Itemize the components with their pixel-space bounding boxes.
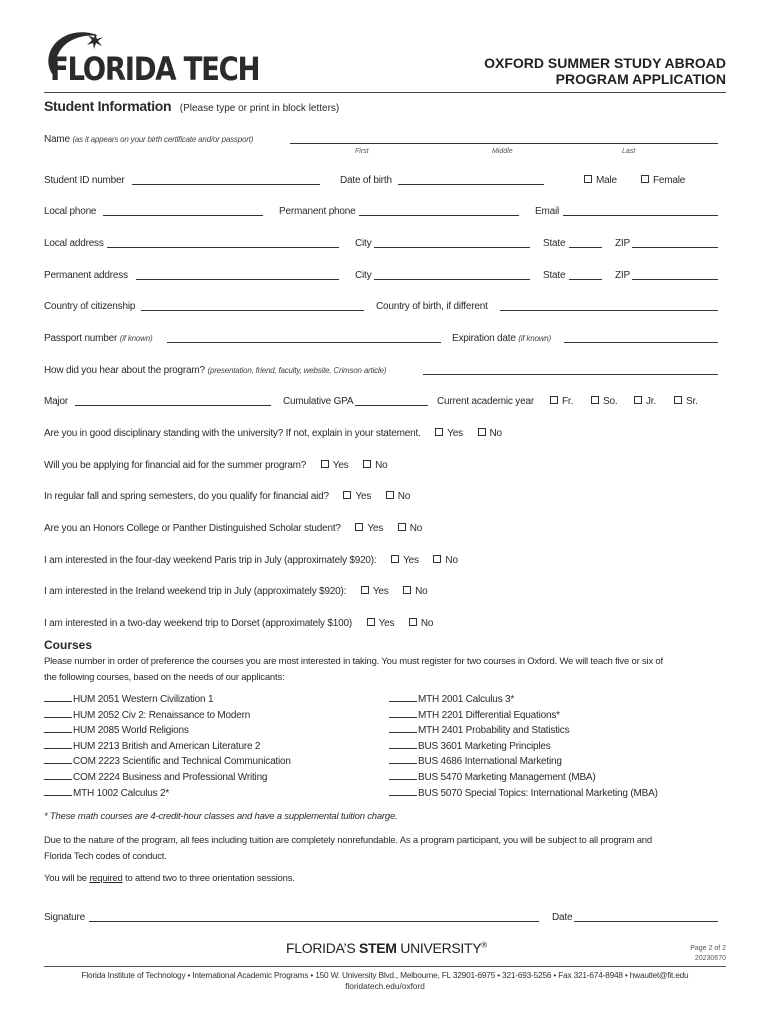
course-rank-input[interactable] — [44, 786, 72, 796]
course-item — [44, 739, 291, 755]
email-input[interactable] — [563, 206, 718, 216]
yes-checkbox[interactable] — [391, 555, 399, 563]
course-rank-input[interactable] — [44, 708, 72, 718]
footer-url: floridatech.edu/oxford — [345, 981, 425, 991]
courses-intro-line2: the following courses, based on the needs of our applicants: — [44, 672, 285, 683]
question-no-option[interactable] — [433, 555, 457, 566]
male-label: Male — [596, 175, 617, 186]
footer-address: Florida Institute of Technology • International Academic Programs • 150 W. University Blvd., Melbourne, FL 32901-6975 • 321-693-5256 • Fax 321-674-8948 • hwautlet@fit.edu — [81, 970, 689, 980]
course-name: COM 2224 Business and Professional Writing — [73, 771, 268, 783]
male-checkbox[interactable] — [584, 175, 592, 183]
perm-state-input[interactable] — [569, 270, 602, 280]
yes-checkbox[interactable] — [435, 428, 443, 436]
tagline-mark: ® — [481, 940, 487, 950]
tagline-stem: STEM — [358, 940, 397, 956]
local-address-input[interactable] — [107, 238, 339, 248]
name-middle-caption: Middle — [492, 148, 513, 155]
course-item — [389, 723, 658, 739]
question-no-option[interactable] — [363, 460, 387, 471]
question-text: I am interested in the four-day weekend Paris trip in July (approximately $920): — [44, 555, 377, 566]
expiration-label: Expiration date — [452, 333, 516, 344]
course-item — [389, 786, 658, 802]
course-name: MTH 2201 Differential Equations* — [418, 709, 560, 721]
no-checkbox[interactable] — [478, 428, 486, 436]
course-item — [44, 723, 291, 739]
courses-heading: Courses — [44, 638, 93, 652]
student-info-heading — [44, 98, 339, 116]
local-state-input[interactable] — [569, 238, 602, 248]
question-text: Are you an Honors College or Panther Distinguished Scholar student? — [44, 523, 341, 534]
courses-right-column — [389, 692, 658, 801]
perm-phone-label: Permanent phone — [279, 206, 356, 217]
logo-wordmark: FLORIDA TECH — [50, 50, 260, 88]
course-name: MTH 2001 Calculus 3* — [418, 694, 515, 705]
no-label: No — [489, 428, 502, 439]
year-sr-option[interactable] — [674, 396, 698, 407]
year-fr-option[interactable] — [550, 396, 573, 407]
yes-label: Yes — [355, 491, 372, 502]
course-name: BUS 4686 International Marketing — [418, 756, 562, 768]
form-title — [484, 55, 726, 87]
yes-label: Yes — [403, 555, 419, 566]
course-name: BUS 3601 Marketing Principles — [418, 740, 551, 752]
no-label: No — [397, 491, 411, 502]
course-name: HUM 2052 Civ 2: Renaissance to Modern — [73, 709, 251, 721]
course-name: HUM 2213 British and American Literature 2 — [73, 740, 261, 752]
course-item — [44, 786, 291, 802]
year-jr-label: Jr. — [646, 396, 656, 407]
question-row — [44, 555, 470, 566]
question-no-option[interactable] — [398, 523, 422, 534]
gpa-label: Cumulative GPA — [283, 396, 354, 407]
course-item — [389, 770, 658, 786]
courses-intro-line1: Please number in order of preference the courses you are most interested in taking. You must register for two courses in Oxford. We will teach five or six of — [44, 656, 663, 667]
email-label: Email — [535, 206, 560, 217]
yes-label: Yes — [332, 460, 349, 471]
name-row — [44, 134, 253, 145]
page-number: Page 2 of 2 — [690, 945, 726, 952]
course-name: MTH 2401 Probability and Statistics — [418, 725, 570, 737]
yes-checkbox[interactable] — [355, 523, 363, 531]
expiration-row — [452, 333, 551, 344]
question-row — [44, 491, 422, 502]
gender-male-option[interactable] — [584, 175, 617, 186]
course-item — [389, 739, 658, 755]
course-rank-input[interactable] — [44, 739, 72, 749]
form-title-line2: PROGRAM APPLICATION — [555, 71, 726, 87]
major-label: Major — [44, 396, 69, 407]
expiration-input[interactable] — [564, 333, 718, 343]
female-checkbox[interactable] — [641, 175, 649, 183]
date-label: Date — [552, 912, 573, 923]
question-row — [44, 428, 514, 439]
course-name: MTH 1002 Calculus 2* — [73, 787, 170, 799]
course-rank-input[interactable] — [44, 723, 72, 733]
footer-rule — [44, 966, 726, 967]
course-rank-input[interactable] — [44, 754, 72, 764]
course-rank-input[interactable] — [389, 708, 417, 718]
question-yes-option[interactable] — [321, 460, 349, 471]
signature-input[interactable] — [89, 912, 539, 922]
form-code: 20230670 — [694, 955, 726, 962]
question-no-option[interactable] — [403, 586, 427, 597]
name-input[interactable] — [290, 134, 718, 144]
courses-footnote: * These math courses are 4-credit-hour classes and have a supplemental tuition charge. — [44, 811, 398, 822]
question-row — [44, 523, 434, 534]
no-label: No — [415, 586, 428, 597]
local-city-input[interactable] — [374, 238, 530, 248]
dob-input[interactable] — [398, 175, 544, 185]
question-text: Are you in good disciplinary standing with the university? If not, explain in your statement. — [44, 428, 421, 439]
course-item — [389, 708, 658, 724]
question-yes-option[interactable] — [343, 491, 371, 502]
local-city-label: City — [355, 238, 372, 249]
section-title: Student Information — [44, 98, 172, 114]
question-text: Will you be applying for financial aid for the summer program? — [44, 460, 307, 471]
local-state-label: State — [543, 238, 566, 249]
perm-city-label: City — [355, 270, 372, 281]
local-zip-input[interactable] — [632, 238, 718, 248]
yes-checkbox[interactable] — [367, 618, 375, 626]
question-text: I am interested in the Ireland weekend trip in July (approximately $920): — [44, 586, 347, 597]
local-phone-label: Local phone — [44, 206, 97, 217]
no-checkbox[interactable] — [433, 555, 441, 563]
course-item — [44, 770, 291, 786]
question-no-option[interactable] — [478, 428, 502, 439]
yes-checkbox[interactable] — [361, 586, 369, 594]
year-jr-option[interactable] — [634, 396, 656, 407]
course-item — [389, 754, 658, 770]
tagline-post: UNIVERSITY — [396, 940, 482, 956]
form-title-line1: OXFORD SUMMER STUDY ABROAD — [484, 55, 726, 71]
year-so-option[interactable] — [591, 396, 617, 407]
course-rank-input[interactable] — [389, 723, 417, 733]
local-zip-label: ZIP — [615, 238, 630, 249]
course-item — [44, 692, 291, 708]
perm-zip-label: ZIP — [615, 270, 630, 281]
year-fr-checkbox[interactable] — [550, 396, 558, 404]
year-sr-checkbox[interactable] — [674, 396, 682, 404]
academic-year-label: Current academic year — [437, 396, 534, 407]
passport-input[interactable] — [167, 333, 441, 343]
question-text: I am interested in a two-day weekend trip to Dorset (approximately $100) — [44, 618, 352, 629]
courses-left-column — [44, 692, 291, 801]
name-label: Name — [44, 134, 70, 145]
orientation-notice — [44, 873, 295, 884]
question-no-option[interactable] — [409, 618, 433, 629]
passport-row — [44, 333, 152, 344]
local-phone-input[interactable] — [103, 206, 263, 216]
question-yes-option[interactable] — [391, 555, 419, 566]
heard-note: (presentation, friend, faculty, website, Crimson article) — [207, 366, 387, 375]
no-label: No — [445, 555, 458, 566]
no-label: No — [420, 618, 434, 629]
yes-label: Yes — [367, 523, 384, 534]
gpa-input[interactable] — [355, 396, 428, 406]
course-rank-input[interactable] — [389, 754, 417, 764]
no-label: No — [375, 460, 388, 471]
no-checkbox[interactable] — [363, 460, 371, 468]
section-note: (Please type or print in block letters) — [179, 103, 340, 114]
course-rank-input[interactable] — [389, 692, 417, 702]
course-rank-input[interactable] — [389, 739, 417, 749]
question-no-option[interactable] — [386, 491, 410, 502]
course-name: COM 2223 Scientific and Technical Communication — [73, 756, 291, 768]
course-name: BUS 5470 Marketing Management (MBA) — [418, 771, 596, 783]
heard-input[interactable] — [423, 365, 718, 375]
heard-label: How did you hear about the program? — [44, 365, 205, 376]
fees-notice-line1: Due to the nature of the program, all fees including tuition are completely nonrefundable. As a program participant, you will be subject to all program and — [44, 835, 652, 846]
year-sr-label: Sr. — [686, 396, 698, 407]
year-so-checkbox[interactable] — [591, 396, 599, 404]
course-name: HUM 2051 Western Civilization 1 — [73, 694, 214, 705]
student-id-label: Student ID number — [44, 175, 125, 186]
yes-checkbox[interactable] — [321, 460, 329, 468]
yes-label: Yes — [378, 618, 395, 629]
no-checkbox[interactable] — [409, 618, 417, 626]
birth-country-input[interactable] — [500, 301, 718, 311]
name-last-caption: Last — [622, 148, 636, 155]
yes-label: Yes — [447, 428, 463, 439]
student-id-input[interactable] — [132, 175, 320, 185]
question-yes-option[interactable] — [435, 428, 463, 439]
no-checkbox[interactable] — [398, 523, 406, 531]
logo — [40, 28, 260, 88]
course-rank-input[interactable] — [389, 786, 417, 796]
major-input[interactable] — [75, 396, 271, 406]
orientation-required: required — [89, 873, 123, 884]
passport-label: Passport number — [44, 333, 118, 344]
year-so-label: So. — [603, 396, 618, 407]
year-fr-label: Fr. — [562, 396, 574, 407]
name-first-caption: First — [355, 148, 369, 155]
no-checkbox[interactable] — [403, 586, 411, 594]
course-rank-input[interactable] — [44, 770, 72, 780]
citizenship-label: Country of citizenship — [44, 301, 136, 312]
question-yes-option[interactable] — [355, 523, 383, 534]
perm-address-input[interactable] — [136, 270, 339, 280]
name-note: (as it appears on your birth certificate and/or passport) — [72, 135, 254, 144]
question-row — [44, 618, 445, 629]
course-rank-input[interactable] — [389, 770, 417, 780]
course-rank-input[interactable] — [44, 692, 72, 702]
course-item — [44, 754, 291, 770]
orientation-post: to attend two to three orientation sessions. — [122, 873, 295, 884]
yes-checkbox[interactable] — [343, 491, 351, 499]
citizenship-input[interactable] — [141, 301, 364, 311]
perm-address-label: Permanent address — [44, 270, 128, 281]
yes-label: Yes — [372, 586, 389, 597]
no-label: No — [409, 523, 423, 534]
signature-label: Signature — [44, 912, 86, 923]
local-address-label: Local address — [44, 238, 104, 249]
year-jr-checkbox[interactable] — [634, 396, 642, 404]
course-item — [389, 692, 658, 708]
course-name: BUS 5070 Special Topics: International Marketing (MBA) — [418, 787, 658, 799]
gender-female-option[interactable] — [641, 175, 685, 186]
fees-notice-line2: Florida Tech codes of conduct. — [44, 851, 167, 862]
question-row — [44, 586, 440, 597]
date-input[interactable] — [574, 912, 718, 922]
question-yes-option[interactable] — [367, 618, 395, 629]
female-label: Female — [653, 175, 686, 186]
footer-tagline — [286, 940, 487, 956]
course-name: HUM 2085 World Religions — [73, 725, 189, 737]
no-checkbox[interactable] — [386, 491, 394, 499]
perm-phone-input[interactable] — [359, 206, 519, 216]
birth-country-label: Country of birth, if different — [376, 301, 488, 312]
perm-zip-input[interactable] — [632, 270, 718, 280]
tagline-pre: FLORIDA’S — [286, 940, 359, 956]
orientation-pre: You will be — [44, 873, 90, 884]
question-row — [44, 460, 399, 471]
question-text: In regular fall and spring semesters, do you qualify for financial aid? — [44, 491, 329, 502]
header-rule — [44, 92, 726, 93]
question-yes-option[interactable] — [361, 586, 389, 597]
perm-city-input[interactable] — [374, 270, 530, 280]
perm-state-label: State — [543, 270, 566, 281]
expiration-note: (if known) — [518, 334, 551, 343]
passport-note: (if known) — [119, 334, 153, 343]
dob-label: Date of birth — [340, 175, 392, 186]
course-item — [44, 708, 291, 724]
heard-row — [44, 365, 386, 376]
